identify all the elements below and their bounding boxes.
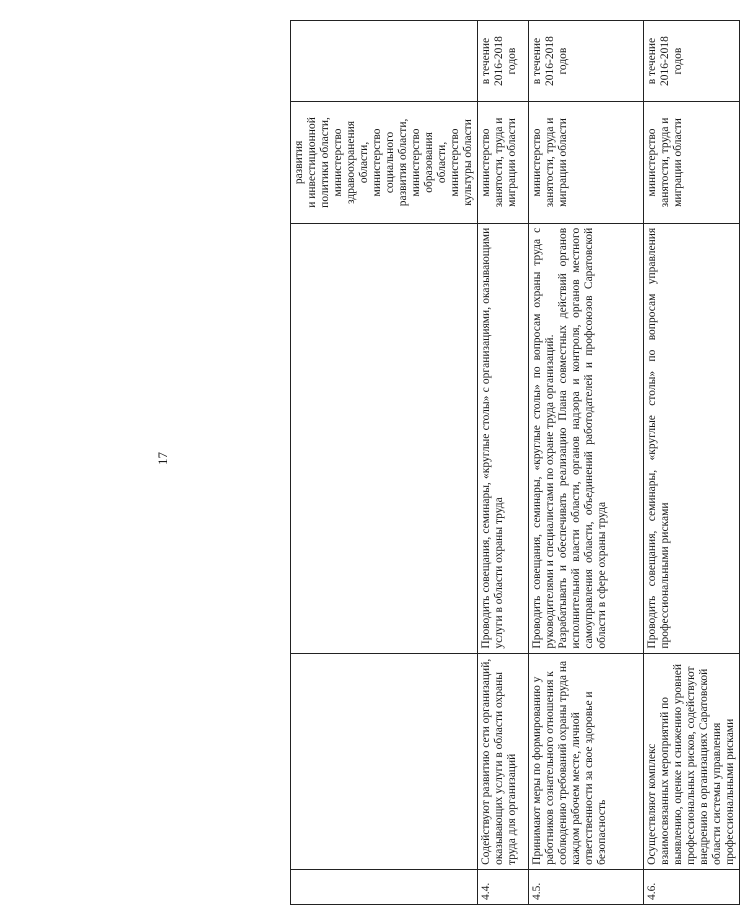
- term-cell: в течение 2016-2018 годов: [529, 21, 644, 102]
- page-number: 17: [155, 452, 170, 465]
- num-cell: 4.4.: [478, 869, 529, 904]
- table-row: [478, 21, 529, 905]
- description-cell: Проводить совещания, семинары, «круглые столы» по вопросам охраны труда с руководителями и специалистами по охране труда организаций. Разрабатывать и обеспечивать реализацию Плана совместных действий органов исполнительной власти области, органов надзора и контроля, органов местного самоуправления области, объединений работодателей и профсоюзов Саратовской области в сфере охраны труда: [529, 223, 644, 653]
- term-cell: [291, 21, 478, 102]
- description-cell: [291, 223, 478, 653]
- table-row: [644, 21, 740, 905]
- responsible-cell: развития и инвестиционной политики области, министерство здравоохранения области, министерство социального развития области, министерство образования области, министерство культуры области: [291, 102, 478, 224]
- responsible-cell: министерство занятости, труда и миграции области: [529, 102, 644, 224]
- term-cell: в течение 2016-2018 годов: [478, 21, 529, 102]
- term-cell: в течение 2016-2018 годов: [644, 21, 740, 102]
- measures-table: [290, 20, 740, 905]
- responsible-cell: министерство занятости, труда и миграции области: [478, 102, 529, 224]
- title-cell: Содействуют развитию сети организаций, оказывающих услуги в области охраны труда для организаций: [478, 653, 529, 869]
- num-cell: [291, 869, 478, 904]
- title-cell: Принимают меры по формированию у работников сознательного отношения к соблюдению требований охраны труда на каждом рабочем месте, личной ответственности за свое здоровье и безопасность: [529, 653, 644, 869]
- description-cell: Проводить совещания, семинары, «круглые столы» по вопросам управления профессиональными рисками: [644, 223, 740, 653]
- num-cell: 4.5.: [529, 869, 644, 904]
- table-row: [291, 21, 478, 905]
- num-cell: 4.6.: [644, 869, 740, 904]
- table-row: [529, 21, 644, 905]
- title-cell: Осуществляют комплекс взаимосвязанных мероприятий по выявлению, оценке и снижению уровней профессиональных рисков, содействуют внедрению в организациях Саратовской области системы управления профессиональными рисками: [644, 653, 740, 869]
- title-cell: [291, 653, 478, 869]
- description-cell: Проводить совещания, семинары, «круглые столы» с организациями, оказывающими услуги в области охраны труда: [478, 223, 529, 653]
- responsible-cell: министерство занятости, труда и миграции области: [644, 102, 740, 224]
